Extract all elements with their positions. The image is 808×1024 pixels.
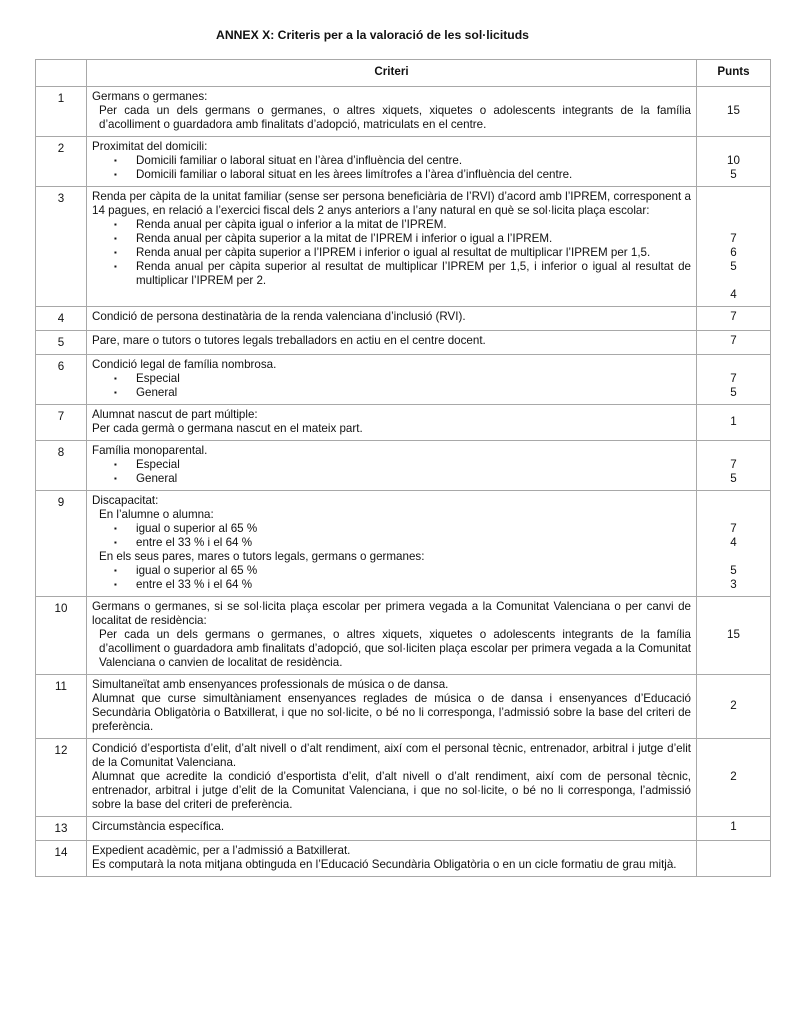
points: 5 — [730, 472, 737, 485]
points: 15 — [697, 597, 771, 675]
points: 7 — [730, 458, 737, 471]
row-number: 8 — [36, 441, 87, 491]
criterion-heading: Germans o germanes: — [92, 90, 208, 103]
row-number: 10 — [36, 597, 87, 675]
table-row — [36, 441, 771, 491]
points: 4 — [730, 288, 737, 301]
header-punts: Punts — [697, 60, 771, 87]
criterion-heading: Simultaneïtat amb ensenyances professionals de música o de dansa. — [92, 678, 449, 691]
points: 5 — [730, 386, 737, 399]
bullet-icon: ▪ — [114, 248, 117, 257]
criterion-item: entre el 33 % i el 64 % — [136, 578, 253, 591]
table-row — [36, 597, 771, 675]
criterion-item: Renda anual per càpita superior a l’IPREM i inferior o igual al resultat de multiplicar l’IPREM per 1,5. — [136, 246, 651, 259]
bullet-icon: ▪ — [114, 156, 117, 165]
row-number: 14 — [36, 841, 87, 877]
criterion-item: Especial — [136, 372, 180, 385]
criterion-item: Domicili familiar o laboral situat en les àrees limítrofes a l’àrea d’influència del centre. — [136, 168, 573, 181]
row-number: 7 — [36, 405, 87, 441]
table-header-row — [36, 60, 771, 87]
criterion-item: Domicili familiar o laboral situat en l’àrea d’influència del centre. — [136, 154, 463, 167]
criterion-item: General — [136, 472, 178, 485]
table-row — [36, 841, 771, 877]
table-row — [36, 87, 771, 137]
row-number: 1 — [36, 87, 87, 137]
points: 15 — [697, 87, 771, 137]
points — [697, 841, 771, 877]
table-row — [36, 491, 771, 597]
criterion-subheading: En els seus pares, mares o tutors legals, germans o germanes: — [99, 550, 425, 563]
points: 7 — [730, 232, 737, 245]
criterion-item: Renda anual per càpita superior a la mitat de l’IPREM i inferior o igual a l’IPREM. — [136, 232, 553, 245]
criterion-heading: Condició d’esportista d’elit, d’alt nivell o d’alt rendiment, així com el personal tècnic, entrenador, arbitral i jutge d’elit de la Comunitat Valenciana. — [92, 742, 691, 769]
criterion-item: Especial — [136, 458, 180, 471]
row-number: 5 — [36, 331, 87, 355]
table-row — [36, 739, 771, 817]
criterion-text: Per cada un dels germans o germanes, o altres xiquets, xiquetes o adolescents integrants de la família d’acolliment o guardadora amb finalitats d’adopció, que sol·liciten plaça escolar per primera vegada a la Comunitat Valenciana o canvien de localitat de residència. — [99, 628, 691, 669]
criterion-item: Renda anual per càpita superior al resultat de multiplicar l’IPREM per 1,5, i inferior o igual al resultat de multiplicar l’IPREM per 2. — [136, 260, 691, 287]
row-number: 12 — [36, 739, 87, 817]
bullet-icon: ▪ — [114, 474, 117, 483]
table-row — [36, 405, 771, 441]
points: 1 — [697, 817, 771, 841]
header-criteri: Criteri — [87, 60, 697, 87]
bullet-icon: ▪ — [114, 234, 117, 243]
criterion-subheading: En l’alumne o alumna: — [99, 508, 214, 521]
criterion-item: igual o superior al 65 % — [136, 522, 258, 535]
bullet-icon: ▪ — [114, 524, 117, 533]
points: 5 — [730, 168, 737, 181]
points: 7 — [697, 331, 771, 355]
page-title: ANNEX X: Criteris per a la valoració de les sol·licituds — [216, 28, 529, 42]
criterion-item: entre el 33 % i el 64 % — [136, 536, 253, 549]
points: 10 — [727, 154, 740, 167]
row-number: 2 — [36, 137, 87, 187]
criterion-heading: Pare, mare o tutors o tutores legals treballadors en actiu en el centre docent. — [87, 331, 697, 355]
bullet-icon: ▪ — [114, 374, 117, 383]
row-number: 3 — [36, 187, 87, 307]
criterion-heading: Proximitat del domicili: — [92, 140, 208, 153]
table-row — [36, 331, 771, 355]
bullet-icon: ▪ — [114, 220, 117, 229]
points: 7 — [730, 522, 737, 535]
points: 7 — [697, 307, 771, 331]
points: 2 — [697, 739, 771, 817]
row-number: 11 — [36, 675, 87, 739]
criterion-heading: Renda per càpita de la unitat familiar (sense ser persona beneficiària de l’RVI) d’acord amb l’IPREM, corresponent a 14 pagues, en relació a l’exercici fiscal dels 2 anys anteriors a l’any natural en què se sol·licita plaça escolar: — [92, 190, 691, 217]
points: 5 — [730, 260, 737, 273]
points: 1 — [697, 405, 771, 441]
table-row — [36, 355, 771, 405]
criterion-heading: Condició de persona destinatària de la renda valenciana d’inclusió (RVI). — [87, 307, 697, 331]
criterion-text: Alumnat que acredite la condició d’esportista d’elit, d’alt nivell o d’alt rendiment, així com de personal tècnic, entrenador, arbitral i jutge d’elit de la Comunitat Valenciana, i que no sol·licite, o bé no li corresponga, l’admissió sobre la base del criteri de preferència. — [92, 770, 691, 811]
criterion-heading: Circumstància específica. — [87, 817, 697, 841]
criterion-heading: Condició legal de família nombrosa. — [92, 358, 277, 371]
bullet-icon: ▪ — [114, 566, 117, 575]
points: 4 — [730, 536, 737, 549]
points: 5 — [730, 564, 737, 577]
table-row — [36, 817, 771, 841]
bullet-icon: ▪ — [114, 170, 117, 179]
criterion-text: Per cada germà o germana nascut en el mateix part. — [92, 422, 363, 435]
criteria-table — [35, 59, 771, 877]
criterion-heading: Expedient acadèmic, per a l’admissió a Batxillerat. — [92, 844, 351, 857]
bullet-icon: ▪ — [114, 538, 117, 547]
criterion-item: General — [136, 386, 178, 399]
row-number: 9 — [36, 491, 87, 597]
header-num — [36, 60, 87, 87]
points: 2 — [697, 675, 771, 739]
criterion-heading: Germans o germanes, si se sol·licita plaça escolar per primera vegada a la Comunitat Valenciana o per canvi de localitat de residència: — [92, 600, 691, 627]
row-number: 13 — [36, 817, 87, 841]
bullet-icon: ▪ — [114, 580, 117, 589]
points: 6 — [730, 246, 737, 259]
criterion-heading: Discapacitat: — [92, 494, 159, 507]
table-row — [36, 675, 771, 739]
criterion-heading: Família monoparental. — [92, 444, 208, 457]
row-number: 6 — [36, 355, 87, 405]
bullet-icon: ▪ — [114, 460, 117, 469]
points: 3 — [730, 578, 737, 591]
table-row — [36, 187, 771, 307]
table-row — [36, 137, 771, 187]
bullet-icon: ▪ — [114, 388, 117, 397]
criterion-item: Renda anual per càpita igual o inferior a la mitat de l’IPREM. — [136, 218, 447, 231]
criterion-item: igual o superior al 65 % — [136, 564, 258, 577]
table-row — [36, 307, 771, 331]
row-number: 4 — [36, 307, 87, 331]
criterion-text: Alumnat que curse simultàniament ensenyances reglades de música o de dansa i ensenyances d’Educació Secundària Obligatòria o Batxillerat, i que no sol·licite, o bé no li corresponga, l’admissió sobre la base del criteri de preferència. — [92, 692, 691, 733]
criterion-text: Es computarà la nota mitjana obtinguda en l’Educació Secundària Obligatòria o en un cicle formatiu de grau mitjà. — [92, 858, 677, 871]
criterion-text: Per cada un dels germans o germanes, o altres xiquets, xiquetes o adolescents integrants de la família d’acolliment o guardadora amb finalitats d’adopció, matriculats en el centre. — [99, 104, 691, 131]
bullet-icon: ▪ — [114, 262, 117, 271]
points: 7 — [730, 372, 737, 385]
criterion-heading: Alumnat nascut de part múltiple: — [92, 408, 258, 421]
